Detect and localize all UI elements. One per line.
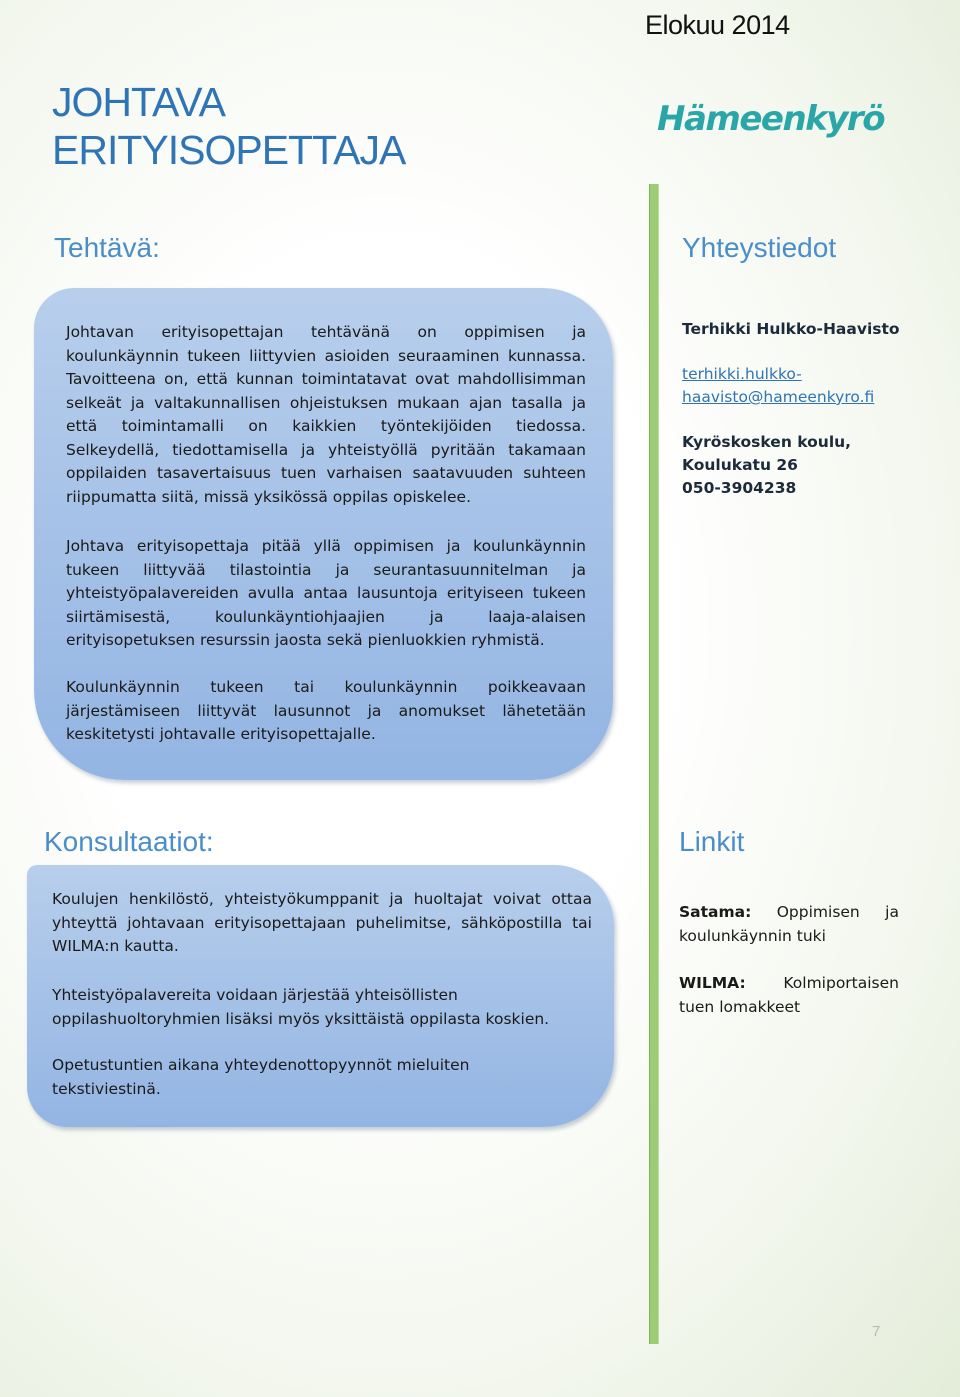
issue-date: Elokuu 2014 bbox=[645, 10, 790, 40]
link-item-wilma[interactable] bbox=[679, 971, 899, 1019]
hameenkyro-logo bbox=[655, 90, 885, 154]
link-label-satama[interactable]: Satama: bbox=[679, 903, 752, 921]
tehtava-paragraph-3 bbox=[66, 676, 586, 747]
tehtava-paragraph-2 bbox=[66, 535, 586, 653]
page-title-line2: ERITYISOPETTAJA bbox=[52, 127, 406, 173]
tehtava-text-3: Koulunkäynnin tukeen tai koulunkäynnin poikkeavaan järjestämiseen liittyvät lausunnot ja anomukset lähetetään keskitetysti johtavalle erityisopettajalle. bbox=[66, 678, 586, 743]
link-text-wilma[interactable]: Kolmiportaisen tuen lomakkeet bbox=[679, 974, 899, 1016]
links-list bbox=[679, 900, 899, 1019]
contact-phone: 050-3904238 bbox=[682, 479, 797, 497]
link-text-satama[interactable]: Oppimisen ja koulunkäynnin tuki bbox=[679, 903, 899, 945]
section-heading-tehtava: Tehtävä: bbox=[54, 232, 160, 263]
contact-email-line2[interactable]: haavisto@hameenkyro.fi bbox=[682, 388, 875, 406]
konsultaatiot-paragraph-2 bbox=[52, 984, 592, 1031]
tehtava-text-1: Johtavan erityisopettajan tehtävänä on oppimisen ja koulunkäynnin tukeen liittyvien asioiden seuraaminen kunnassa. Tavoitteena on, että kunnan toimintatavat ovat mahdollisimman selkeät ja valtakunnallisen ohjeistuksen mukaan ajan tasalla ja että toimintamalli on kaikkien työntekijöiden tiedossa. Selkeydellä, tiedottamisella ja yhteistyöllä pyritään takamaan oppilaiden tasavertaisuus tuen varhaisen saatavuuden suhteen riippumatta siitä, missä yksikössä oppilas opiskelee. bbox=[66, 323, 586, 506]
contact-street: Koulukatu 26 bbox=[682, 456, 798, 474]
section-heading-konsultaatiot: Konsultaatiot: bbox=[44, 826, 214, 857]
contact-email-link[interactable] bbox=[682, 363, 922, 409]
page-number: 7 bbox=[872, 1323, 881, 1340]
konsultaatiot-paragraph-1 bbox=[52, 888, 592, 959]
contact-name: Terhikki Hulkko-Haavisto bbox=[682, 320, 900, 338]
link-item-satama[interactable] bbox=[679, 900, 899, 948]
konsultaatiot-text-3b: tekstiviestinä. bbox=[52, 1079, 161, 1098]
logo-text: Hämeenkyrö bbox=[657, 99, 885, 139]
link-label-wilma[interactable]: WILMA: bbox=[679, 974, 746, 992]
contact-address bbox=[682, 431, 922, 500]
contact-school: Kyröskosken koulu, bbox=[682, 433, 852, 451]
page-title bbox=[52, 78, 405, 174]
column-divider bbox=[649, 184, 659, 1344]
konsultaatiot-text-3a: Opetustuntien aikana yhteydenottopyynnöt mieluiten bbox=[52, 1056, 470, 1074]
konsultaatiot-text-2b: oppilashuoltoryhmien lisäksi myös yksittäistä oppilasta koskien. bbox=[52, 1009, 550, 1028]
section-heading-linkit: Linkit bbox=[679, 826, 745, 857]
contact-info bbox=[682, 318, 922, 500]
section-heading-yhteystiedot: Yhteystiedot bbox=[682, 232, 837, 263]
konsultaatiot-paragraph-3 bbox=[52, 1054, 592, 1101]
contact-email-line1[interactable]: terhikki.hulkko- bbox=[682, 365, 802, 383]
konsultaatiot-text-2a: Yhteistyöpalavereita voidaan järjestää yhteisöllisten bbox=[52, 986, 458, 1004]
tehtava-text-2: Johtava erityisopettaja pitää yllä oppimisen ja koulunkäynnin tukeen liittyvää tilastointia ja seurantasuunnitelman ja yhteistyöpalavereiden avulla antaa lausuntoja erityiseen tukeen siirtämisestä, koulunkäyntiohjaajien ja laaja-alaisen erityisopetuksen resurssin jaosta sekä pienluokkien ryhmistä. bbox=[66, 537, 586, 649]
tehtava-paragraph-1 bbox=[66, 321, 586, 509]
konsultaatiot-text-1: Koulujen henkilöstö, yhteistyökumppanit ja huoltajat voivat ottaa yhteyttä johtavaan erityisopettajaan puhelimitse, sähköpostilla tai WILMA:n kautta. bbox=[52, 890, 592, 955]
page-title-line1: JOHTAVA bbox=[52, 79, 225, 125]
